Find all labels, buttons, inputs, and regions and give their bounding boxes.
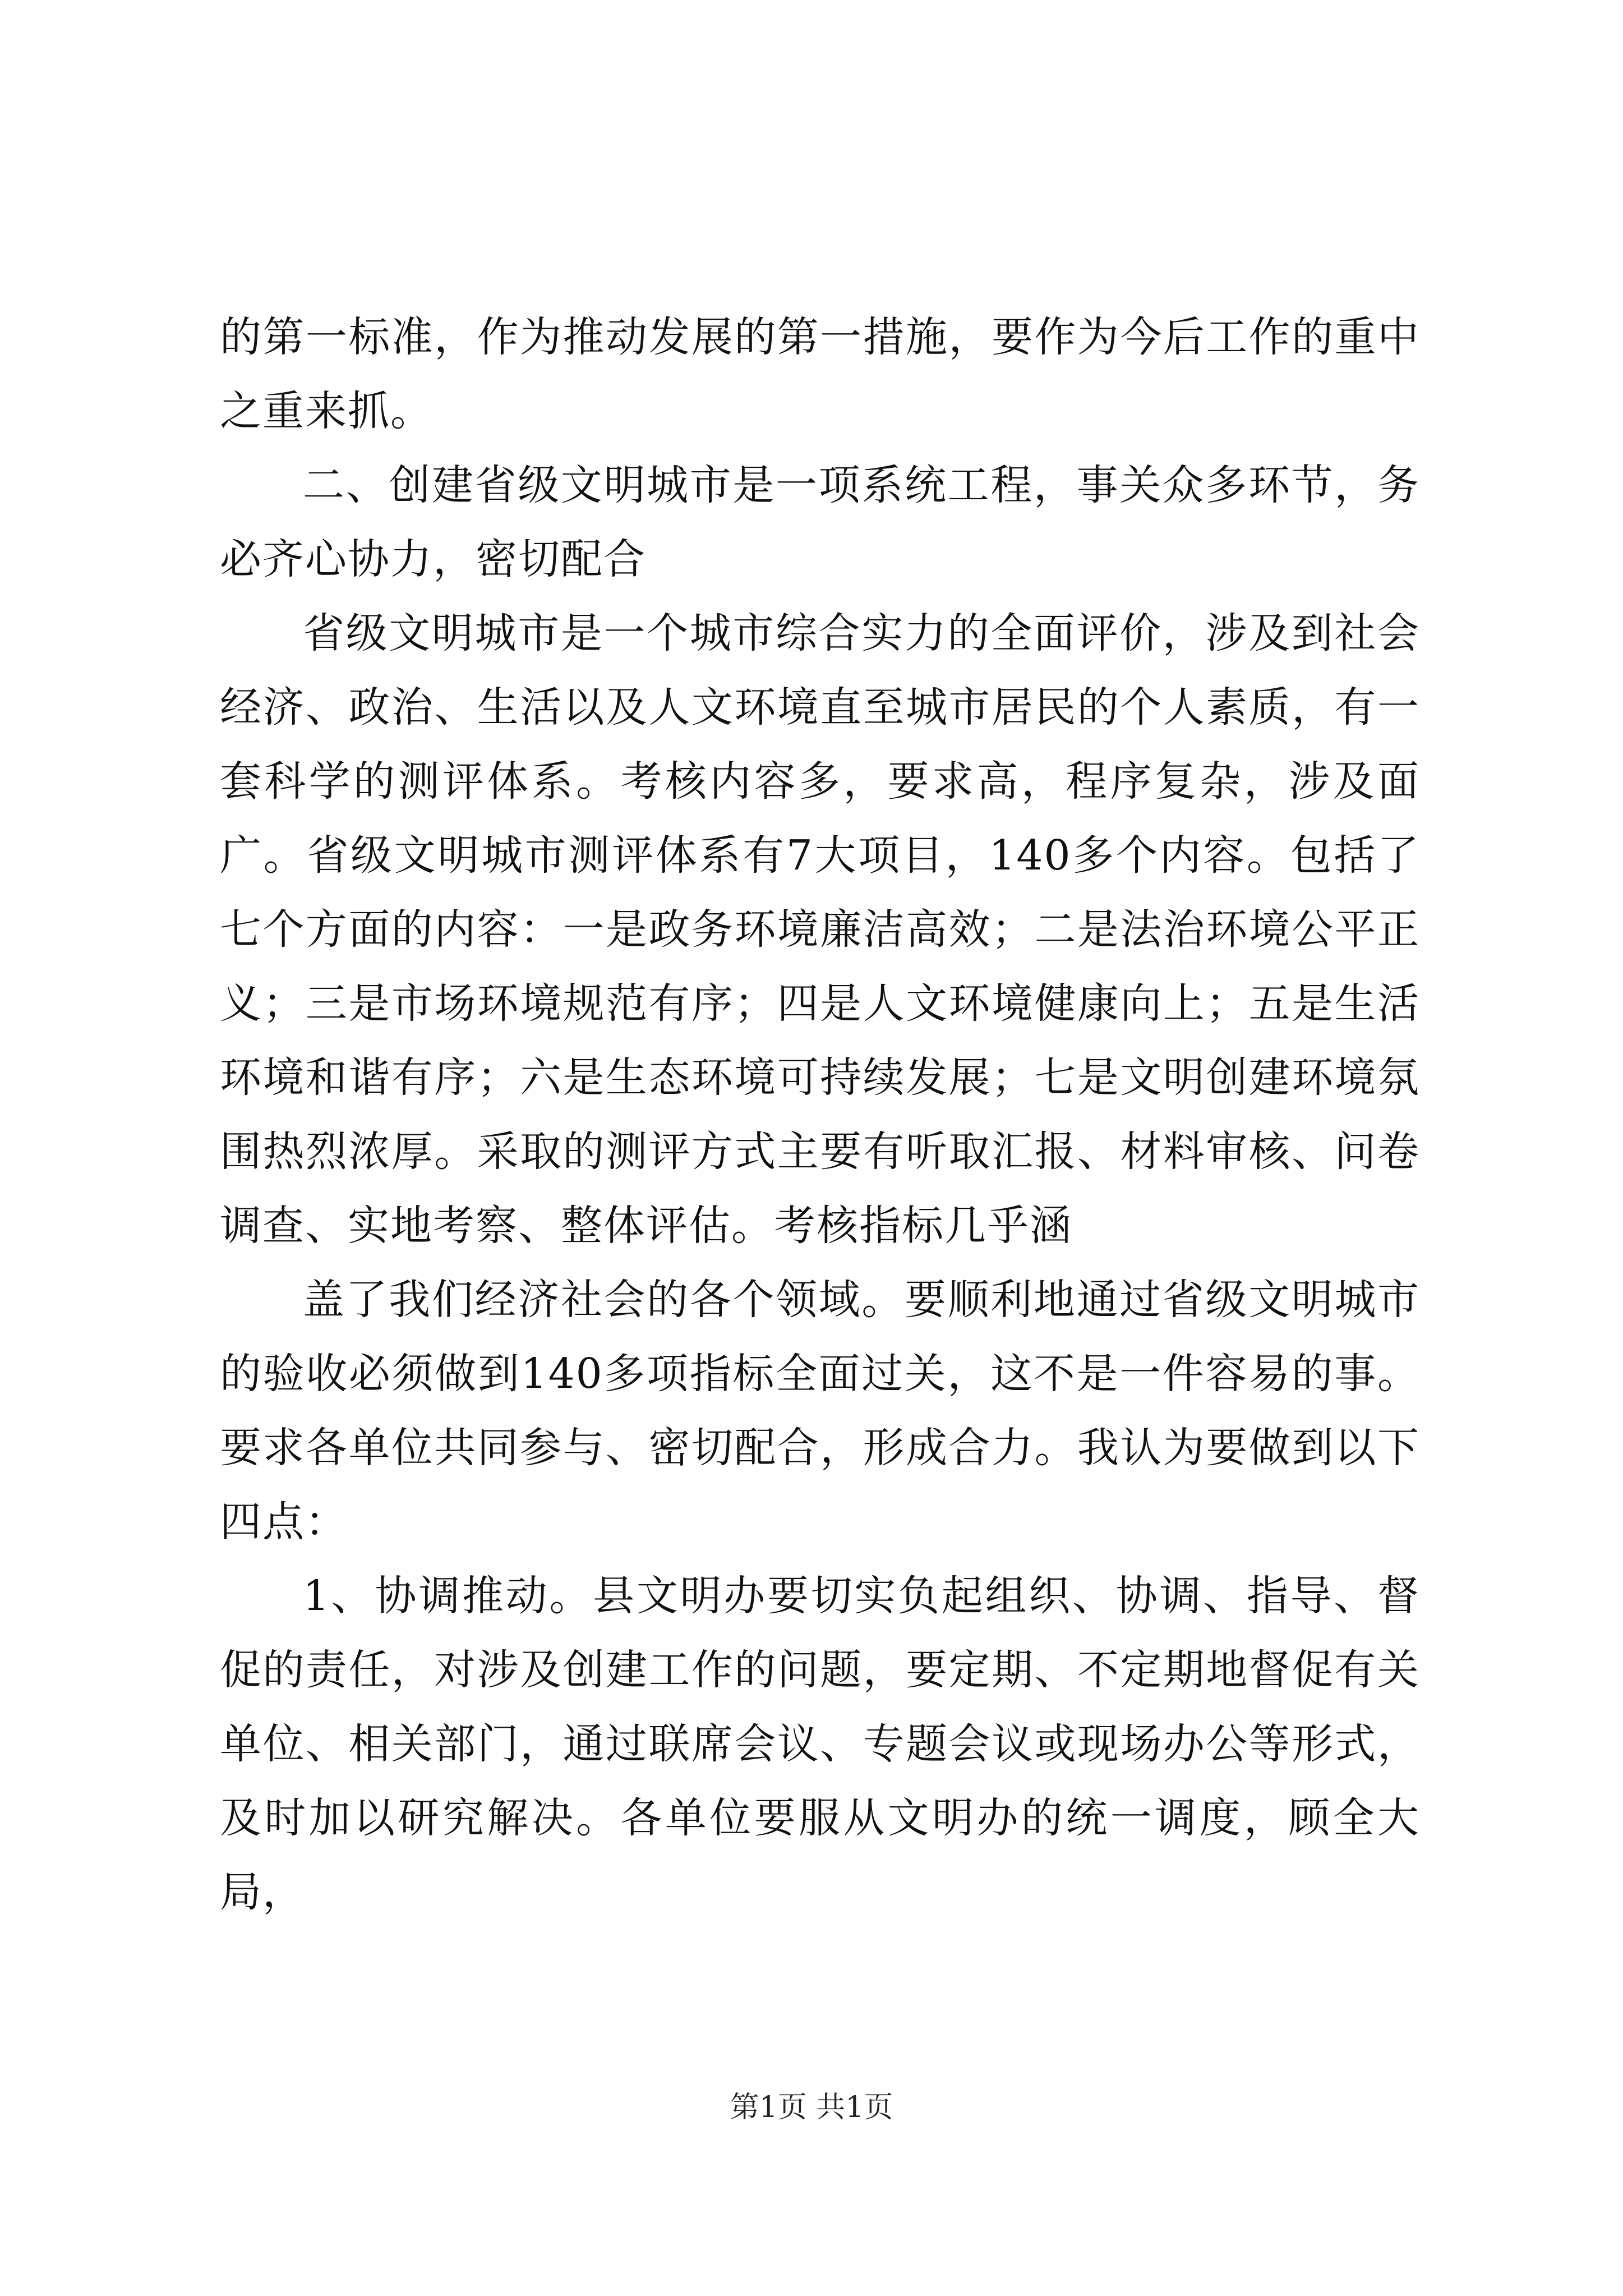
paragraph-3: 省级文明城市是一个城市综合实力的全面评价，涉及到社会经济、政治、生活以及人文环境直至城市居民的个人素质，有一套科学的测评体系。考核内容多，要求高，程序复杂，涉及面广。省级文明城市测评体系有7大项目，140多个内容。包括了七个方面的内容：一是政务环境廉洁高效；二是法治环境公平正义；三是市场环境规范有序；四是人文环境健康向上；五是生活环境和谐有序；六是生态环境可持续发展；七是文明创建环境氛围热烈浓厚。采取的测评方式主要有听取汇报、材料审核、问卷调查、实地考察、整体评估。考核指标几乎涵 <box>220 609 1420 1250</box>
paragraph-2-section-heading: 二、创建省级文明城市是一项系统工程，事关众多环节，务必齐心协力，密切配合 <box>220 461 1420 583</box>
paragraph-5: 1、协调推动。县文明办要切实负起组织、协调、指导、督促的责任，对涉及创建工作的问题，要定期、不定期地督促有关单位、相关部门，通过联席会议、专题会议或现场办公等形式，及时加以研究解决。各单位要服从文明办的统一调度，顾全大局， <box>220 1572 1420 1916</box>
document-body <box>220 300 1420 1929</box>
paragraph-1: 的第一标准，作为推动发展的第一措施，要作为今后工作的重中之重来抓。 <box>220 313 1420 435</box>
page-footer: 第1页 共1页 <box>730 2091 893 2124</box>
paragraph-4: 盖了我们经济社会的各个领域。要顺利地通过省级文明城市的验收必须做到140多项指标全面过关，这不是一件容易的事。要求各单位共同参与、密切配合，形成合力。我认为要做到以下四点： <box>220 1276 1420 1546</box>
